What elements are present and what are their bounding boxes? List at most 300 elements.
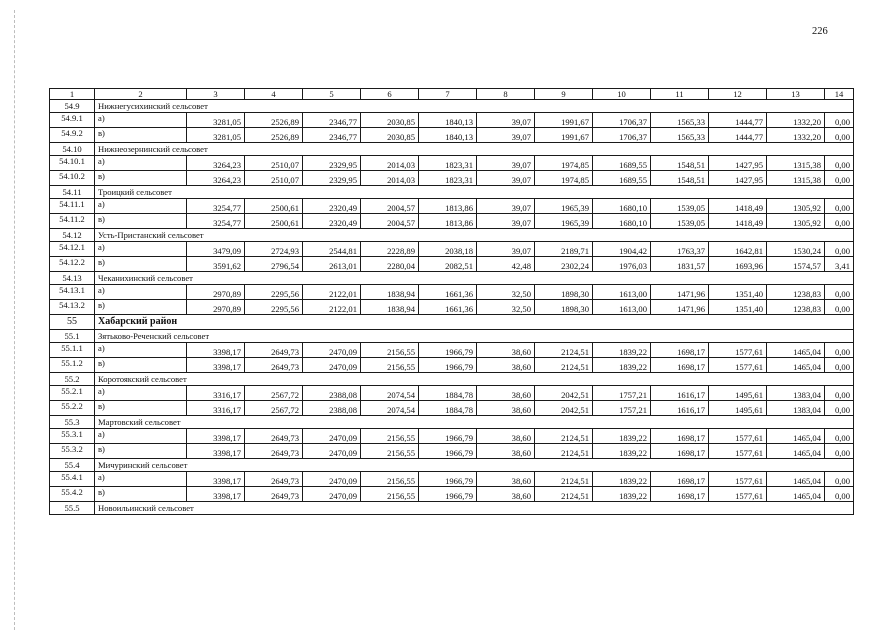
- section-title: Нижнегусихинский сельсовет: [95, 100, 854, 113]
- value-cell-col-8: 38,60: [477, 444, 535, 459]
- row-code: 54.13.2: [50, 300, 95, 315]
- value-cell-col-5: 2388,08: [303, 401, 361, 416]
- value-cell-col-14: 0,00: [825, 128, 854, 143]
- value-cell-col-7: 1823,31: [419, 171, 477, 186]
- value-cell-col-13: 1465,04: [767, 429, 825, 444]
- value-cell-col-12: 1577,61: [709, 343, 767, 358]
- page-number: 226: [812, 26, 828, 37]
- value-cell-col-13: 1383,04: [767, 401, 825, 416]
- value-cell-col-13: 1238,83: [767, 285, 825, 300]
- value-cell-col-9: 1974,85: [535, 156, 593, 171]
- value-cell-col-5: 2544,81: [303, 242, 361, 257]
- value-cell-col-6: 2156,55: [361, 358, 419, 373]
- value-cell-col-12: 1642,81: [709, 242, 767, 257]
- value-cell-col-9: 2124,51: [535, 472, 593, 487]
- value-cell-col-7: 1966,79: [419, 358, 477, 373]
- row-code: 54.10.1: [50, 156, 95, 171]
- table-row: [50, 285, 854, 300]
- table-row: [50, 128, 854, 143]
- row-code: 55.1.2: [50, 358, 95, 373]
- value-cell-col-6: 2228,89: [361, 242, 419, 257]
- value-cell-col-11: 1616,17: [651, 401, 709, 416]
- value-cell-col-7: 1813,86: [419, 199, 477, 214]
- value-cell-col-10: 1839,22: [593, 343, 651, 358]
- value-cell-col-5: 2470,09: [303, 343, 361, 358]
- section-title: Зятьково-Реченский сельсовет: [95, 330, 854, 343]
- value-cell-col-5: 2329,95: [303, 171, 361, 186]
- value-cell-col-4: 2567,72: [245, 386, 303, 401]
- value-cell-col-7: 1966,79: [419, 444, 477, 459]
- value-cell-col-3: 2970,89: [187, 300, 245, 315]
- table-row: [50, 257, 854, 272]
- row-code: 55.3.1: [50, 429, 95, 444]
- section-code: 55.2: [50, 373, 95, 386]
- row-code: 55.2.2: [50, 401, 95, 416]
- column-number-row: [50, 89, 854, 100]
- value-cell-col-9: 1991,67: [535, 128, 593, 143]
- value-cell-col-4: 2649,73: [245, 444, 303, 459]
- value-cell-col-12: 1351,40: [709, 300, 767, 315]
- value-cell-col-11: 1763,37: [651, 242, 709, 257]
- table-row: [50, 199, 854, 214]
- value-cell-col-8: 39,07: [477, 242, 535, 257]
- row-code: 55.4.1: [50, 472, 95, 487]
- table-row: [50, 358, 854, 373]
- section-header-row: [50, 502, 854, 515]
- value-cell-col-10: 1839,22: [593, 358, 651, 373]
- value-cell-col-8: 32,50: [477, 285, 535, 300]
- value-cell-col-6: 2074,54: [361, 386, 419, 401]
- value-cell-col-7: 1661,36: [419, 300, 477, 315]
- value-cell-col-11: 1548,51: [651, 171, 709, 186]
- section-code: 55: [50, 315, 95, 330]
- value-cell-col-6: 2156,55: [361, 444, 419, 459]
- value-cell-col-9: 2189,71: [535, 242, 593, 257]
- row-code: 54.12.2: [50, 257, 95, 272]
- row-variant: а): [95, 429, 187, 444]
- value-cell-col-14: 0,00: [825, 386, 854, 401]
- value-cell-col-11: 1616,17: [651, 386, 709, 401]
- value-cell-col-6: 2004,57: [361, 214, 419, 229]
- section-code: 55.4: [50, 459, 95, 472]
- value-cell-col-7: 1884,78: [419, 401, 477, 416]
- section-code: 55.1: [50, 330, 95, 343]
- value-cell-col-13: 1315,38: [767, 156, 825, 171]
- value-cell-col-9: 2124,51: [535, 358, 593, 373]
- row-variant: в): [95, 487, 187, 502]
- row-variant: а): [95, 343, 187, 358]
- section-header-row: [50, 330, 854, 343]
- value-cell-col-8: 42,48: [477, 257, 535, 272]
- row-code: 55.3.2: [50, 444, 95, 459]
- row-variant: в): [95, 401, 187, 416]
- value-cell-col-5: 2122,01: [303, 300, 361, 315]
- value-cell-col-7: 1813,86: [419, 214, 477, 229]
- value-cell-col-12: 1577,61: [709, 472, 767, 487]
- column-number-10: 10: [593, 89, 651, 100]
- value-cell-col-7: 1823,31: [419, 156, 477, 171]
- value-cell-col-5: 2329,95: [303, 156, 361, 171]
- value-cell-col-10: 1689,55: [593, 171, 651, 186]
- table-row: [50, 242, 854, 257]
- column-number-14: 14: [825, 89, 854, 100]
- column-number-9: 9: [535, 89, 593, 100]
- value-cell-col-12: 1577,61: [709, 444, 767, 459]
- value-cell-col-9: 2042,51: [535, 401, 593, 416]
- section-title: Коротоякский сельсовет: [95, 373, 854, 386]
- value-cell-col-11: 1831,57: [651, 257, 709, 272]
- value-cell-col-3: 2970,89: [187, 285, 245, 300]
- value-cell-col-4: 2649,73: [245, 487, 303, 502]
- value-cell-col-7: 1840,13: [419, 113, 477, 128]
- value-cell-col-12: 1427,95: [709, 156, 767, 171]
- value-cell-col-5: 2320,49: [303, 214, 361, 229]
- value-cell-col-14: 3,41: [825, 257, 854, 272]
- value-cell-col-8: 38,60: [477, 401, 535, 416]
- value-cell-col-14: 0,00: [825, 343, 854, 358]
- value-cell-col-8: 38,60: [477, 472, 535, 487]
- value-cell-col-10: 1757,21: [593, 386, 651, 401]
- value-cell-col-12: 1351,40: [709, 285, 767, 300]
- value-cell-col-3: 3398,17: [187, 429, 245, 444]
- row-code: 55.4.2: [50, 487, 95, 502]
- column-number-11: 11: [651, 89, 709, 100]
- row-variant: а): [95, 199, 187, 214]
- row-variant: а): [95, 156, 187, 171]
- table-row: [50, 156, 854, 171]
- value-cell-col-14: 0,00: [825, 242, 854, 257]
- value-cell-col-12: 1577,61: [709, 487, 767, 502]
- value-cell-col-12: 1577,61: [709, 358, 767, 373]
- section-header-row: [50, 272, 854, 285]
- value-cell-col-3: 3316,17: [187, 401, 245, 416]
- column-number-7: 7: [419, 89, 477, 100]
- value-cell-col-9: 1965,39: [535, 214, 593, 229]
- value-cell-col-14: 0,00: [825, 156, 854, 171]
- table-row: [50, 300, 854, 315]
- value-cell-col-13: 1305,92: [767, 214, 825, 229]
- value-cell-col-4: 2500,61: [245, 214, 303, 229]
- value-cell-col-14: 0,00: [825, 171, 854, 186]
- value-cell-col-5: 2470,09: [303, 429, 361, 444]
- value-cell-col-4: 2500,61: [245, 199, 303, 214]
- value-cell-col-5: 2346,77: [303, 128, 361, 143]
- value-cell-col-9: 1898,30: [535, 285, 593, 300]
- value-cell-col-4: 2295,56: [245, 300, 303, 315]
- section-code: 54.9: [50, 100, 95, 113]
- value-cell-col-3: 3591,62: [187, 257, 245, 272]
- value-cell-col-7: 1966,79: [419, 343, 477, 358]
- column-number-12: 12: [709, 89, 767, 100]
- value-cell-col-5: 2470,09: [303, 487, 361, 502]
- value-cell-col-6: 2280,04: [361, 257, 419, 272]
- district-title: Хабарский район: [95, 315, 854, 330]
- value-cell-col-9: 2124,51: [535, 343, 593, 358]
- table-row: [50, 401, 854, 416]
- value-cell-col-5: 2346,77: [303, 113, 361, 128]
- value-cell-col-12: 1444,77: [709, 113, 767, 128]
- table-row: [50, 171, 854, 186]
- value-cell-col-4: 2295,56: [245, 285, 303, 300]
- row-code: 55.2.1: [50, 386, 95, 401]
- value-cell-col-12: 1444,77: [709, 128, 767, 143]
- value-cell-col-10: 1839,22: [593, 429, 651, 444]
- section-title: Чеканихинский сельсовет: [95, 272, 854, 285]
- column-number-2: 2: [95, 89, 187, 100]
- value-cell-col-14: 0,00: [825, 487, 854, 502]
- column-number-5: 5: [303, 89, 361, 100]
- value-cell-col-13: 1332,20: [767, 128, 825, 143]
- value-cell-col-10: 1680,10: [593, 214, 651, 229]
- value-cell-col-4: 2526,89: [245, 128, 303, 143]
- value-cell-col-12: 1427,95: [709, 171, 767, 186]
- row-variant: а): [95, 242, 187, 257]
- table-row: [50, 386, 854, 401]
- value-cell-col-14: 0,00: [825, 401, 854, 416]
- value-cell-col-14: 0,00: [825, 113, 854, 128]
- value-cell-col-8: 39,07: [477, 156, 535, 171]
- value-cell-col-13: 1332,20: [767, 113, 825, 128]
- row-variant: в): [95, 358, 187, 373]
- value-cell-col-3: 3264,23: [187, 171, 245, 186]
- section-header-row: [50, 229, 854, 242]
- value-cell-col-5: 2320,49: [303, 199, 361, 214]
- value-cell-col-6: 1838,94: [361, 285, 419, 300]
- value-cell-col-7: 1840,13: [419, 128, 477, 143]
- row-variant: в): [95, 128, 187, 143]
- section-title: Мичуринский сельсовет: [95, 459, 854, 472]
- value-cell-col-11: 1548,51: [651, 156, 709, 171]
- section-header-row: [50, 416, 854, 429]
- value-cell-col-14: 0,00: [825, 214, 854, 229]
- value-cell-col-12: 1577,61: [709, 429, 767, 444]
- value-cell-col-10: 1613,00: [593, 285, 651, 300]
- section-title: Усть-Пристанский сельсовет: [95, 229, 854, 242]
- table-row: [50, 214, 854, 229]
- value-cell-col-14: 0,00: [825, 199, 854, 214]
- value-cell-col-11: 1698,17: [651, 429, 709, 444]
- value-cell-col-8: 32,50: [477, 300, 535, 315]
- value-cell-col-13: 1383,04: [767, 386, 825, 401]
- value-cell-col-10: 1839,22: [593, 472, 651, 487]
- value-cell-col-13: 1530,24: [767, 242, 825, 257]
- value-cell-col-4: 2567,72: [245, 401, 303, 416]
- value-cell-col-14: 0,00: [825, 300, 854, 315]
- row-code: 54.13.1: [50, 285, 95, 300]
- value-cell-col-3: 3398,17: [187, 472, 245, 487]
- row-code: 54.12.1: [50, 242, 95, 257]
- value-cell-col-6: 2156,55: [361, 429, 419, 444]
- value-cell-col-5: 2470,09: [303, 358, 361, 373]
- column-number-3: 3: [187, 89, 245, 100]
- value-cell-col-10: 1613,00: [593, 300, 651, 315]
- row-code: 54.11.1: [50, 199, 95, 214]
- value-cell-col-11: 1539,05: [651, 214, 709, 229]
- value-cell-col-8: 39,07: [477, 128, 535, 143]
- value-cell-col-10: 1757,21: [593, 401, 651, 416]
- district-header-row: [50, 315, 854, 330]
- value-cell-col-11: 1698,17: [651, 343, 709, 358]
- value-cell-col-7: 2082,51: [419, 257, 477, 272]
- value-cell-col-3: 3254,77: [187, 199, 245, 214]
- value-cell-col-8: 39,07: [477, 171, 535, 186]
- value-cell-col-13: 1465,04: [767, 487, 825, 502]
- value-cell-col-3: 3264,23: [187, 156, 245, 171]
- table-body: [50, 100, 854, 515]
- value-cell-col-3: 3398,17: [187, 487, 245, 502]
- row-variant: в): [95, 300, 187, 315]
- value-cell-col-8: 38,60: [477, 358, 535, 373]
- value-cell-col-12: 1693,96: [709, 257, 767, 272]
- value-cell-col-4: 2796,54: [245, 257, 303, 272]
- value-cell-col-6: 2156,55: [361, 487, 419, 502]
- value-cell-col-7: 1884,78: [419, 386, 477, 401]
- value-cell-col-12: 1495,61: [709, 401, 767, 416]
- value-cell-col-11: 1698,17: [651, 472, 709, 487]
- table-row: [50, 343, 854, 358]
- row-code: 54.11.2: [50, 214, 95, 229]
- value-cell-col-14: 0,00: [825, 472, 854, 487]
- value-cell-col-3: 3398,17: [187, 343, 245, 358]
- value-cell-col-3: 3316,17: [187, 386, 245, 401]
- table-row: [50, 113, 854, 128]
- value-cell-col-9: 2302,24: [535, 257, 593, 272]
- section-header-row: [50, 186, 854, 199]
- value-cell-col-11: 1698,17: [651, 358, 709, 373]
- scan-margin-line: [14, 10, 15, 630]
- value-cell-col-4: 2649,73: [245, 343, 303, 358]
- value-cell-col-13: 1574,57: [767, 257, 825, 272]
- value-cell-col-14: 0,00: [825, 358, 854, 373]
- value-cell-col-6: 2030,85: [361, 128, 419, 143]
- value-cell-col-5: 2613,01: [303, 257, 361, 272]
- value-cell-col-6: 2004,57: [361, 199, 419, 214]
- value-cell-col-13: 1305,92: [767, 199, 825, 214]
- value-cell-col-12: 1418,49: [709, 199, 767, 214]
- value-cell-col-5: 2388,08: [303, 386, 361, 401]
- value-cell-col-5: 2470,09: [303, 472, 361, 487]
- value-cell-col-3: 3398,17: [187, 358, 245, 373]
- value-cell-col-7: 2038,18: [419, 242, 477, 257]
- value-cell-col-13: 1238,83: [767, 300, 825, 315]
- value-cell-col-14: 0,00: [825, 444, 854, 459]
- value-cell-col-12: 1418,49: [709, 214, 767, 229]
- value-cell-col-10: 1706,37: [593, 128, 651, 143]
- table-row: [50, 429, 854, 444]
- row-code: 54.10.2: [50, 171, 95, 186]
- value-cell-col-6: 1838,94: [361, 300, 419, 315]
- row-variant: а): [95, 285, 187, 300]
- row-code: 55.1.1: [50, 343, 95, 358]
- value-cell-col-9: 2042,51: [535, 386, 593, 401]
- section-header-row: [50, 100, 854, 113]
- section-header-row: [50, 459, 854, 472]
- value-cell-col-9: 2124,51: [535, 444, 593, 459]
- value-cell-col-4: 2526,89: [245, 113, 303, 128]
- value-cell-col-11: 1698,17: [651, 487, 709, 502]
- value-cell-col-7: 1661,36: [419, 285, 477, 300]
- value-cell-col-3: 3479,09: [187, 242, 245, 257]
- row-code: 54.9.1: [50, 113, 95, 128]
- value-cell-col-6: 2014,03: [361, 171, 419, 186]
- value-cell-col-13: 1465,04: [767, 358, 825, 373]
- value-cell-col-6: 2156,55: [361, 343, 419, 358]
- value-cell-col-8: 39,07: [477, 199, 535, 214]
- value-cell-col-9: 2124,51: [535, 429, 593, 444]
- value-cell-col-6: 2156,55: [361, 472, 419, 487]
- value-cell-col-10: 1976,03: [593, 257, 651, 272]
- value-cell-col-3: 3281,05: [187, 113, 245, 128]
- value-cell-col-6: 2074,54: [361, 401, 419, 416]
- column-number-13: 13: [767, 89, 825, 100]
- value-cell-col-3: 3281,05: [187, 128, 245, 143]
- column-number-4: 4: [245, 89, 303, 100]
- section-title: Новоильинский сельсовет: [95, 502, 854, 515]
- value-cell-col-7: 1966,79: [419, 487, 477, 502]
- value-cell-col-9: 1974,85: [535, 171, 593, 186]
- row-variant: в): [95, 257, 187, 272]
- section-header-row: [50, 373, 854, 386]
- value-cell-col-13: 1465,04: [767, 444, 825, 459]
- value-cell-col-10: 1706,37: [593, 113, 651, 128]
- section-title: Нижнеозернинский сельсовет: [95, 143, 854, 156]
- value-cell-col-13: 1465,04: [767, 343, 825, 358]
- row-variant: в): [95, 444, 187, 459]
- value-cell-col-3: 3254,77: [187, 214, 245, 229]
- value-cell-col-4: 2649,73: [245, 472, 303, 487]
- value-cell-col-3: 3398,17: [187, 444, 245, 459]
- value-cell-col-11: 1539,05: [651, 199, 709, 214]
- value-cell-col-14: 0,00: [825, 285, 854, 300]
- row-variant: а): [95, 472, 187, 487]
- value-cell-col-6: 2030,85: [361, 113, 419, 128]
- section-code: 55.3: [50, 416, 95, 429]
- value-cell-col-12: 1495,61: [709, 386, 767, 401]
- value-cell-col-9: 1898,30: [535, 300, 593, 315]
- column-number-8: 8: [477, 89, 535, 100]
- section-code: 54.13: [50, 272, 95, 285]
- value-cell-col-9: 1965,39: [535, 199, 593, 214]
- value-cell-col-8: 38,60: [477, 429, 535, 444]
- value-cell-col-9: 2124,51: [535, 487, 593, 502]
- value-cell-col-11: 1471,96: [651, 300, 709, 315]
- value-cell-col-4: 2649,73: [245, 358, 303, 373]
- value-cell-col-8: 39,07: [477, 214, 535, 229]
- value-cell-col-4: 2510,07: [245, 156, 303, 171]
- value-cell-col-11: 1698,17: [651, 444, 709, 459]
- value-cell-col-8: 38,60: [477, 343, 535, 358]
- value-cell-col-5: 2470,09: [303, 444, 361, 459]
- table-row: [50, 444, 854, 459]
- value-cell-col-11: 1565,33: [651, 113, 709, 128]
- value-cell-col-10: 1680,10: [593, 199, 651, 214]
- value-cell-col-8: 38,60: [477, 386, 535, 401]
- row-code: 54.9.2: [50, 128, 95, 143]
- row-variant: а): [95, 386, 187, 401]
- value-cell-col-8: 38,60: [477, 487, 535, 502]
- value-cell-col-9: 1991,67: [535, 113, 593, 128]
- tariff-table: [49, 88, 854, 515]
- value-cell-col-11: 1471,96: [651, 285, 709, 300]
- value-cell-col-6: 2014,03: [361, 156, 419, 171]
- section-code: 54.12: [50, 229, 95, 242]
- section-code: 55.5: [50, 502, 95, 515]
- section-header-row: [50, 143, 854, 156]
- column-number-1: 1: [50, 89, 95, 100]
- row-variant: в): [95, 214, 187, 229]
- table-row: [50, 472, 854, 487]
- value-cell-col-7: 1966,79: [419, 472, 477, 487]
